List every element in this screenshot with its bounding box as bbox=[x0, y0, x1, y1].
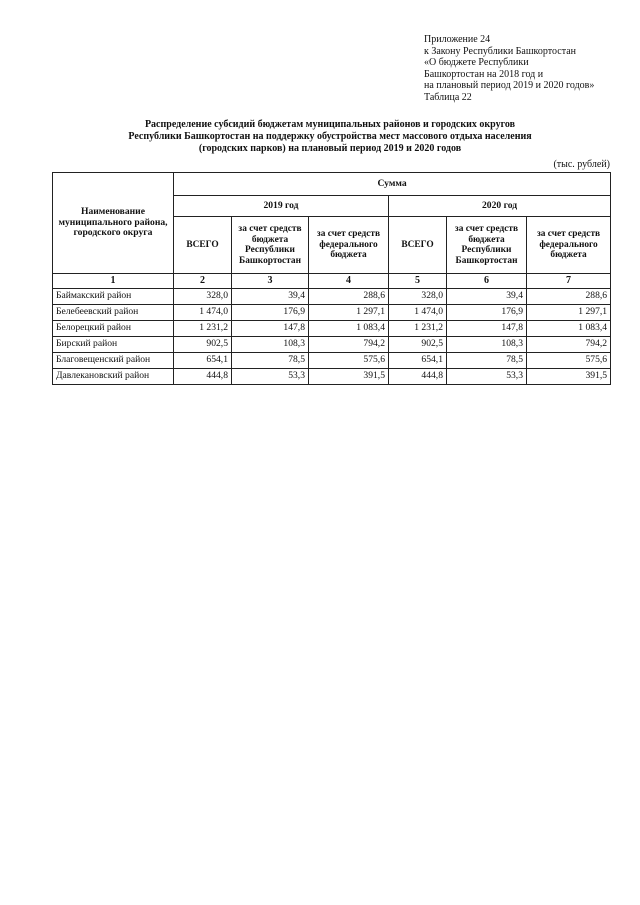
title-line: Республики Башкортостан на поддержку обустройства мест массового отдыха населения bbox=[128, 131, 532, 142]
municipality-name: Бирский район bbox=[53, 337, 174, 353]
value-total-2019: 444,8 bbox=[174, 369, 232, 385]
value-total-2019: 328,0 bbox=[174, 289, 232, 305]
value-federal-2020: 391,5 bbox=[527, 369, 611, 385]
value-republic-2019: 108,3 bbox=[232, 337, 309, 353]
municipality-name: Давлекановский район bbox=[53, 369, 174, 385]
value-republic-2019: 78,5 bbox=[232, 353, 309, 369]
value-republic-2020: 147,8 bbox=[447, 321, 527, 337]
header-sum: Сумма bbox=[174, 173, 611, 196]
value-federal-2020: 1 083,4 bbox=[527, 321, 611, 337]
value-federal-2019: 391,5 bbox=[309, 369, 389, 385]
value-total-2020: 654,1 bbox=[389, 353, 447, 369]
column-number: 1 bbox=[53, 274, 174, 289]
value-total-2020: 444,8 bbox=[389, 369, 447, 385]
column-number: 2 bbox=[174, 274, 232, 289]
header-municipality: Наименование муниципального района, городского округа bbox=[53, 173, 174, 274]
column-number: 4 bbox=[309, 274, 389, 289]
value-total-2019: 1 231,2 bbox=[174, 321, 232, 337]
header-republic-2020: за счет средств бюджета Республики Башкортостан bbox=[447, 217, 527, 274]
value-federal-2019: 794,2 bbox=[309, 337, 389, 353]
value-republic-2020: 53,3 bbox=[447, 369, 527, 385]
value-republic-2019: 176,9 bbox=[232, 305, 309, 321]
value-republic-2020: 39,4 bbox=[447, 289, 527, 305]
header-federal-2019: за счет средств федерального бюджета bbox=[309, 217, 389, 274]
value-total-2019: 902,5 bbox=[174, 337, 232, 353]
table-row bbox=[53, 289, 611, 305]
subsidy-table bbox=[52, 172, 611, 385]
document-title bbox=[52, 119, 608, 155]
value-federal-2020: 1 297,1 bbox=[527, 305, 611, 321]
value-total-2020: 902,5 bbox=[389, 337, 447, 353]
table-row bbox=[53, 305, 611, 321]
column-number: 5 bbox=[389, 274, 447, 289]
value-republic-2020: 78,5 bbox=[447, 353, 527, 369]
municipality-name: Белорецкий район bbox=[53, 321, 174, 337]
appendix-note bbox=[424, 34, 594, 104]
value-republic-2019: 39,4 bbox=[232, 289, 309, 305]
header-year-2020: 2020 год bbox=[389, 196, 611, 217]
value-total-2019: 1 474,0 bbox=[174, 305, 232, 321]
value-republic-2020: 176,9 bbox=[447, 305, 527, 321]
municipality-name: Баймакский район bbox=[53, 289, 174, 305]
header-total-2020: ВСЕГО bbox=[389, 217, 447, 274]
header-republic-2019: за счет средств бюджета Республики Башкортостан bbox=[232, 217, 309, 274]
header-year-2019: 2019 год bbox=[174, 196, 389, 217]
unit-label: (тыс. рублей) bbox=[553, 159, 610, 170]
value-total-2020: 328,0 bbox=[389, 289, 447, 305]
value-republic-2019: 53,3 bbox=[232, 369, 309, 385]
title-line: (городских парков) на плановый период 2019 и 2020 годов bbox=[198, 143, 462, 154]
table-row bbox=[53, 353, 611, 369]
header-federal-2020: за счет средств федерального бюджета bbox=[527, 217, 611, 274]
column-number: 3 bbox=[232, 274, 309, 289]
table-row bbox=[53, 369, 611, 385]
appendix-line: к Закону Республики Башкортостан bbox=[424, 45, 576, 57]
table-row bbox=[53, 321, 611, 337]
appendix-line: Таблица 22 bbox=[424, 91, 472, 103]
value-total-2020: 1 231,2 bbox=[389, 321, 447, 337]
value-total-2019: 654,1 bbox=[174, 353, 232, 369]
appendix-line: Приложение 24 bbox=[424, 34, 491, 45]
municipality-name: Белебеевский район bbox=[53, 305, 174, 321]
appendix-line: «О бюджете Республики bbox=[424, 57, 529, 69]
value-federal-2019: 575,6 bbox=[309, 353, 389, 369]
municipality-name: Благовещенский район bbox=[53, 353, 174, 369]
value-republic-2019: 147,8 bbox=[232, 321, 309, 337]
value-federal-2020: 575,6 bbox=[527, 353, 611, 369]
value-federal-2019: 288,6 bbox=[309, 289, 389, 305]
header-total-2019: ВСЕГО bbox=[174, 217, 232, 274]
value-republic-2020: 108,3 bbox=[447, 337, 527, 353]
title-line: Распределение субсидий бюджетам муниципальных районов и городских округов bbox=[144, 119, 516, 130]
value-federal-2020: 288,6 bbox=[527, 289, 611, 305]
column-number: 7 bbox=[527, 274, 611, 289]
column-number: 6 bbox=[447, 274, 527, 289]
value-federal-2019: 1 083,4 bbox=[309, 321, 389, 337]
value-federal-2020: 794,2 bbox=[527, 337, 611, 353]
value-federal-2019: 1 297,1 bbox=[309, 305, 389, 321]
appendix-line: Башкортостан на 2018 год и bbox=[424, 68, 544, 80]
value-total-2020: 1 474,0 bbox=[389, 305, 447, 321]
appendix-line: на плановый период 2019 и 2020 годов» bbox=[424, 80, 595, 92]
table-row bbox=[53, 337, 611, 353]
